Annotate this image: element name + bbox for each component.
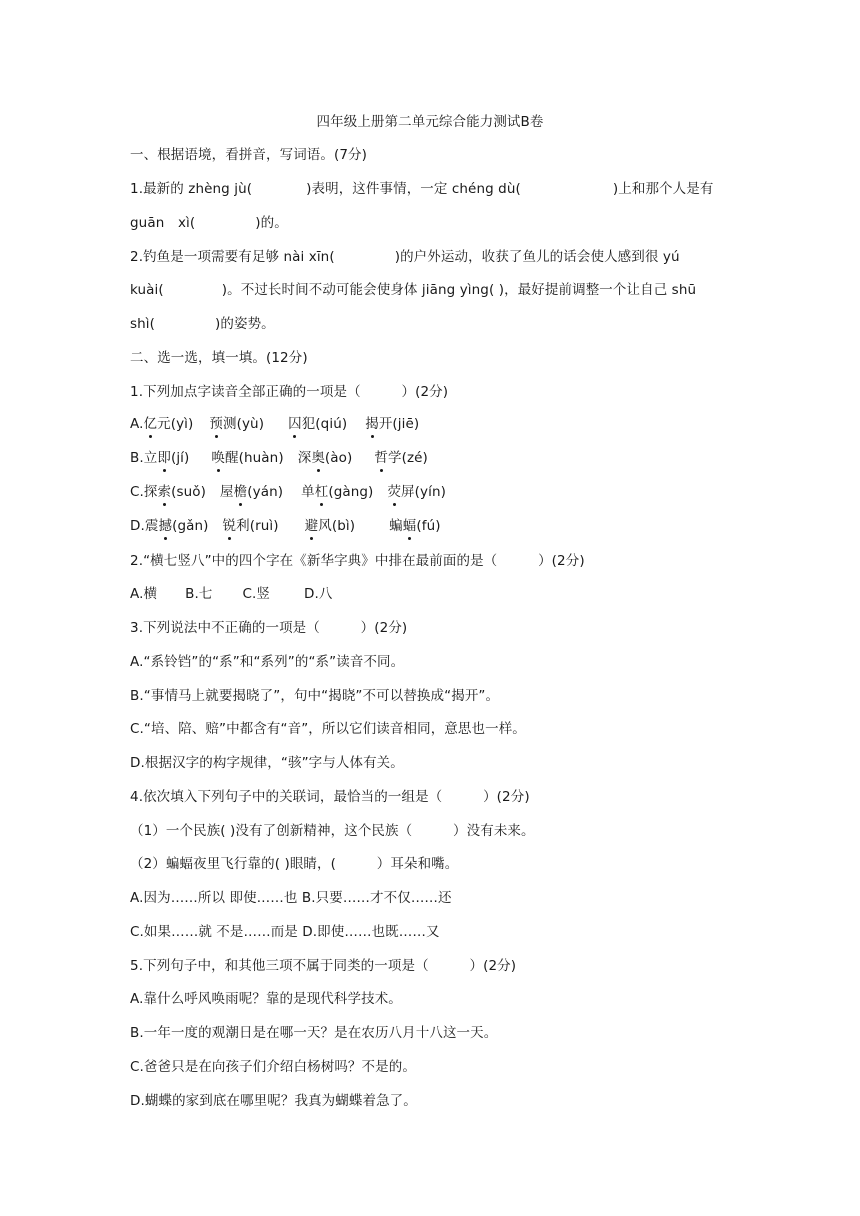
text: D.震: [130, 518, 159, 534]
s2-q3-option-a: A.“系铃铛”的“系”和“系列”的“系”读音不同。: [130, 654, 405, 670]
text: 深: [297, 450, 312, 466]
text: 利(ruì): [236, 518, 279, 534]
option-c: C.竖: [242, 586, 270, 602]
s2-q3-option-d: D.根据汉字的构字规律，“骇”字与人体有关。: [130, 755, 404, 771]
page-title: 四年级上册第二单元综合能力测试B卷: [316, 114, 544, 130]
dotted-char: 撼: [158, 518, 173, 534]
text: 屏(yín): [401, 484, 446, 500]
s2-q1-option-a: [130, 414, 730, 434]
dotted-char: 索: [157, 484, 172, 500]
s2-q4-sentence-2: （2）蝙蝠夜里飞行靠的( )眼睛，( ）耳朵和嘴。: [130, 856, 459, 872]
dotted-char: 亿: [143, 416, 158, 432]
s1-q1-line1: [130, 179, 730, 199]
s2-q3-option-c: C.“培、陪、赔”中都含有“音”，所以它们读音相同，意思也一样。: [130, 721, 526, 737]
s2-q4-stem: 4.依次填入下列句子中的关联词，最恰当的一组是（ ）(2分): [130, 789, 530, 805]
text: C.探: [130, 484, 158, 500]
s2-q5-option-c: C.爸爸只是在向孩子们介绍白杨树吗？不是的。: [130, 1059, 416, 1075]
text: 测(yù): [223, 416, 265, 432]
s2-q2-stem: 2.“横七竖八”中的四个字在《新华字典》中排在最前面的是（ ）(2分): [130, 553, 585, 569]
s2-q4-sentence-1: （1）一个民族( )没有了创新精神，这个民族（ ）没有未来。: [130, 823, 535, 839]
s2-q5-stem: 5.下列句子中，和其他三项不属于同类的一项是（ ）(2分): [130, 958, 517, 974]
text: )的姿势。: [215, 316, 275, 332]
text: A.: [130, 416, 144, 432]
text: 屋: [220, 484, 234, 500]
option-b: B.七: [185, 586, 213, 602]
dotted-char: 奥: [311, 450, 325, 466]
s2-q1-stem: 1.下列加点字读音全部正确的一项是（ ）(2分): [130, 384, 449, 400]
dotted-char: 唤: [211, 450, 226, 466]
s2-q4-options-ab: A.因为……所以 即使……也 B.只要……才不仅……还: [130, 890, 452, 906]
s1-q2-line1: [130, 247, 730, 267]
dotted-char: 锐: [222, 518, 237, 534]
text: guān xì(: [130, 215, 196, 231]
dotted-char: 檐: [233, 484, 248, 500]
text: (gǎn): [172, 518, 209, 534]
s1-q2-line3: [130, 314, 730, 334]
text: )的。: [255, 215, 288, 231]
text: shì(: [130, 316, 156, 332]
s2-q3-option-b: B.“事情马上就要揭晓了”，句中“揭晓”不可以替换成“揭开”。: [130, 688, 500, 704]
text: 犯(qiú): [301, 416, 348, 432]
text: 元(yì): [157, 416, 194, 432]
dotted-char: 预: [209, 416, 223, 432]
text: (gàng): [328, 484, 374, 500]
dotted-char: 哲: [374, 450, 388, 466]
text: (ào): [324, 450, 353, 466]
text: 醒(huàn): [225, 450, 284, 466]
text: )表明，这件事情，一定 chéng dù(: [306, 181, 521, 197]
text: kuài(: [130, 282, 164, 298]
option-d: D.八: [303, 586, 333, 602]
s2-q1-option-c: [130, 482, 730, 502]
dotted-char: 揭: [365, 416, 379, 432]
s2-q1-option-d: [130, 516, 730, 536]
dotted-char: 即: [157, 450, 171, 466]
text: (jí): [170, 450, 190, 466]
s2-q1-option-b: [130, 448, 730, 468]
text: 学(zé): [388, 450, 428, 466]
text: 2.钓鱼是一项需要有足够 nài xīn(: [130, 249, 335, 265]
text: )。不过长时间不动可能会使身体 jiāng yìng( )，最好提前调整一个让自己 shū: [221, 282, 697, 298]
text: 1.最新的 zhèng jù(: [130, 181, 253, 197]
dotted-char: 杠: [314, 484, 329, 500]
text: )上和那个人是有: [612, 181, 714, 197]
dotted-char: 蝠: [402, 518, 417, 534]
option-a: A.横: [130, 586, 158, 602]
s2-q2-options: [130, 584, 730, 604]
text: (yán): [247, 484, 284, 500]
text: 风(bì): [318, 518, 356, 534]
s1-q1-line2: [130, 213, 730, 233]
s1-q2-line2: [130, 280, 730, 300]
text: 单: [301, 484, 315, 500]
text: (fú): [416, 518, 441, 534]
s2-q4-options-cd: C.如果……就 不是……而是 D.即使……也既……又: [130, 924, 440, 940]
s2-q5-option-d: D.蝴蝶的家到底在哪里呢？我真为蝴蝶着急了。: [130, 1093, 417, 1109]
section2-heading: 二、选一选，填一填。(12分): [130, 350, 308, 366]
s2-q5-option-b: B.一年一度的观潮日是在哪一天？是在农历八月十八这一天。: [130, 1025, 498, 1041]
section1-heading: 一、根据语境，看拼音，写词语。(7分): [130, 147, 368, 163]
dotted-char: 囚: [288, 416, 302, 432]
s2-q3-stem: 3.下列说法中不正确的一项是（ ）(2分): [130, 620, 408, 636]
s2-q5-option-a: A.靠什么呼风唤雨呢？靠的是现代科学技术。: [130, 991, 402, 1007]
text: 蝙: [389, 518, 403, 534]
text: )的户外运动，收获了鱼儿的话会使人感到很 yú: [394, 249, 680, 265]
text: B.立: [130, 450, 158, 466]
text: (suǒ): [171, 484, 207, 500]
dotted-char: 荧: [387, 484, 402, 500]
dotted-char: 避: [304, 518, 319, 534]
text: 开(jiē): [378, 416, 420, 432]
